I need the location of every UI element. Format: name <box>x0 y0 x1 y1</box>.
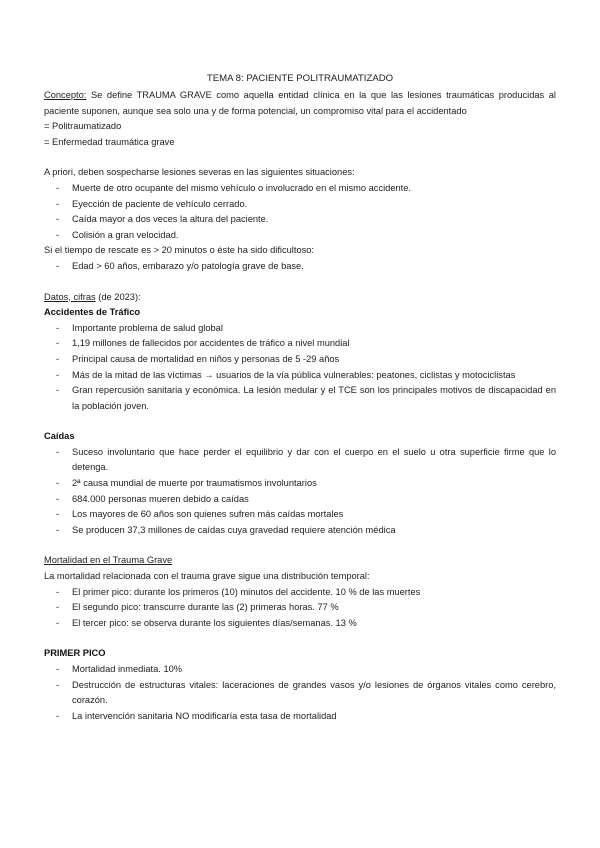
datos-heading <box>44 290 556 306</box>
list-item: - Se producen 37,3 millones de caídas cuya gravedad requiere atención médica <box>44 523 556 539</box>
list-item: - Eyección de paciente de vehículo cerrado. <box>44 197 556 213</box>
list-item: - Destrucción de estructuras vitales: laceraciones de grandes vasos y/o lesiones de órganos vitales como cerebro, corazón. <box>44 678 556 709</box>
concepto-eq-1: = Politraumatizado <box>44 121 122 132</box>
list-item: - Suceso involuntario que hace perder el equilibrio y dar con el cuerpo en el suelo u otra superficie firme que lo detenga. <box>44 445 556 476</box>
apriori-intro: A priori, deben sospecharse lesiones severas en las siguientes situaciones: <box>44 167 355 178</box>
list-item: - Más de la mitad de las víctimas → usuarios de la vía pública vulnerables: peatones, ciclistas y motociclistas <box>44 368 556 384</box>
concepto-paragraph <box>44 88 556 119</box>
list-item: - El segundo pico: transcurre durante las (2) primeras horas. 77 % <box>44 600 556 616</box>
list-item: - 2ª causa mundial de muerte por traumatismos involuntarios <box>44 476 556 492</box>
mortalidad-list <box>44 585 556 632</box>
primer-pico-heading: PRIMER PICO <box>44 648 106 659</box>
concepto-text: Se define TRAUMA GRAVE como aquella entidad clínica en la que las lesiones traumáticas producidas al paciente suponen, aunque sea solo una y de forma potencial, un compromiso vital para el accidentado <box>44 90 556 116</box>
list-item: - 684.000 personas mueren debido a caídas <box>44 492 556 508</box>
rescate-list <box>44 259 556 275</box>
rescate-intro: Si el tiempo de rescate es > 20 minutos o éste ha sido dificultoso: <box>44 245 315 256</box>
page-title: TEMA 8: PACIENTE POLITRAUMATIZADO <box>206 73 394 84</box>
list-item: - El primer pico: durante los primeros (10) minutos del accidente. 10 % de las muertes <box>44 585 556 601</box>
accidentes-list <box>44 321 556 415</box>
accidentes-heading: Accidentes de Tráfico <box>44 307 141 318</box>
list-item: - Importante problema de salud global <box>44 321 556 337</box>
list-item: - Colisión a gran velocidad. <box>44 228 556 244</box>
list-item: - 1,19 millones de fallecidos por accidentes de tráfico a nivel mundial <box>44 336 556 352</box>
concepto-eq-2: = Enfermedad traumática grave <box>44 136 175 147</box>
list-item: - Gran repercusión sanitaria y económica. La lesión medular y el TCE son los principales motivos de discapacidad en la población joven. <box>44 383 556 414</box>
list-item: - Principal causa de mortalidad en niños y personas de 5 -29 años <box>44 352 556 368</box>
apriori-list <box>44 181 556 243</box>
list-item: - Los mayores de 60 años son quienes sufren más caídas mortales <box>44 507 556 523</box>
primer-pico-list <box>44 662 556 724</box>
list-item: - Mortalidad inmediata. 10% <box>44 662 556 678</box>
caidas-heading: Caídas <box>44 431 75 442</box>
list-item: - Edad > 60 años, embarazo y/o patología grave de base. <box>44 259 556 275</box>
datos-suffix: (de 2023): <box>95 291 141 302</box>
mortalidad-intro: La mortalidad relacionada con el trauma grave sigue una distribución temporal: <box>44 571 370 582</box>
list-item: - Caída mayor a dos veces la altura del paciente. <box>44 212 556 228</box>
mortalidad-heading: Mortalidad en el Trauma Grave <box>44 555 173 566</box>
list-item: - El tercer pico: se observa durante los siguientes días/semanas. 13 % <box>44 616 556 632</box>
concepto-label: Concepto: <box>44 90 87 100</box>
list-item: - La intervención sanitaria NO modificaría esta tasa de mortalidad <box>44 709 556 725</box>
list-item: - Muerte de otro ocupante del mismo vehículo o involucrado en el mismo accidente. <box>44 181 556 197</box>
datos-label: Datos, cifras <box>44 291 96 302</box>
caidas-list <box>44 445 556 539</box>
